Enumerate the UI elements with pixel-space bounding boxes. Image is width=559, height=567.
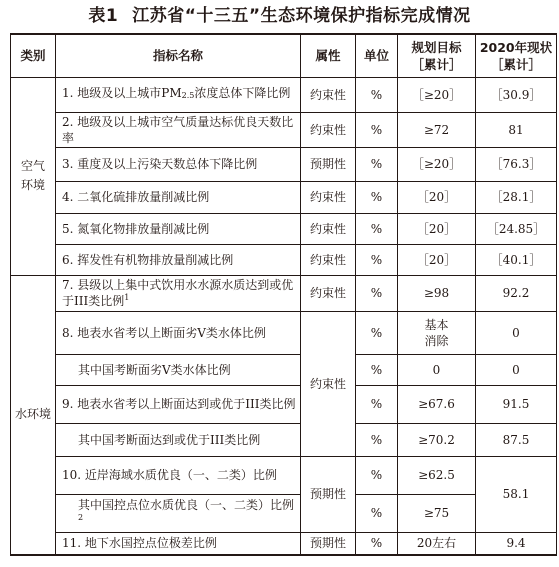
indicator-name: 8. 地表水省考以上断面劣V类水体比例 — [56, 311, 301, 354]
table-row — [11, 311, 557, 354]
status-cell: 0 — [476, 354, 557, 385]
indicator-name: 10. 近岸海域水质优良（一、二类）比例 — [56, 456, 301, 494]
header-status-line2: ［累计］ — [490, 56, 541, 72]
table-row — [11, 244, 557, 275]
indicator-name: 6. 挥发性有机物排放量削减比例 — [56, 244, 301, 275]
unit-cell: % — [356, 423, 398, 456]
indicator-name: 其中国考断面劣V类水体比例 — [56, 354, 301, 385]
header-status-line1: 2020年现状 — [479, 39, 553, 55]
table-row — [11, 423, 557, 456]
header-target-line1: 规划目标 — [411, 39, 462, 55]
table-row — [11, 147, 557, 181]
table-row — [11, 532, 557, 555]
indicator-name-part: 7. 县级以上集中式饮用水水源水质达到或优于III类比例 — [62, 278, 294, 308]
status-cell: 9.4 — [476, 532, 557, 555]
header-row — [11, 34, 557, 77]
footnote-marker: 1 — [124, 293, 130, 302]
attribute-cell-merged: 预期性 — [301, 456, 356, 532]
indicator-name-part: 1. 地级及以上城市PM — [62, 86, 182, 100]
table-row — [11, 385, 557, 423]
table-title — [0, 0, 559, 32]
attribute-cell: 预期性 — [301, 147, 356, 181]
indicator-name: 3. 重度及以上污染天数总体下降比例 — [56, 147, 301, 181]
indicator-name — [56, 494, 301, 532]
attribute-cell: 约束性 — [301, 213, 356, 244]
category-air-line2: 环境 — [20, 178, 45, 192]
table-row — [11, 494, 557, 532]
table-number: 表1 — [88, 6, 119, 26]
header-category: 类别 — [11, 34, 56, 77]
footnote-marker: 2 — [78, 513, 84, 522]
indicator-name-subscript: 2.5 — [181, 91, 195, 100]
target-cell: ≥75 — [398, 494, 476, 532]
header-attribute: 属性 — [301, 34, 356, 77]
unit-cell: % — [356, 77, 398, 112]
indicator-table — [10, 33, 557, 556]
unit-cell: % — [356, 181, 398, 213]
table-row — [11, 456, 557, 494]
status-cell: 81 — [476, 112, 557, 147]
target-cell: ≥70.2 — [398, 423, 476, 456]
indicator-name: 11. 地下水国控点位极差比例 — [56, 532, 301, 555]
target-cell: ［20］ — [398, 181, 476, 213]
indicator-name-part: 其中国控点位水质优良（一、二类）比例 — [78, 498, 295, 512]
target-cell: ≥62.5 — [398, 456, 476, 494]
unit-cell: % — [356, 275, 398, 311]
target-line2: 消除 — [424, 333, 449, 348]
category-air — [11, 77, 56, 275]
status-cell: ［40.1］ — [476, 244, 557, 275]
status-cell: 91.5 — [476, 385, 557, 423]
status-cell: 92.2 — [476, 275, 557, 311]
attribute-cell: 约束性 — [301, 112, 356, 147]
indicator-name: 9. 地表水省考以上断面达到或优于III类比例 — [56, 385, 301, 423]
unit-cell: % — [356, 456, 398, 494]
indicator-name: 其中国考断面达到或优于III类比例 — [56, 423, 301, 456]
attribute-cell: 预期性 — [301, 532, 356, 555]
table-row — [11, 77, 557, 112]
unit-cell: % — [356, 532, 398, 555]
target-line1: 基本 — [424, 317, 449, 332]
indicator-name — [56, 275, 301, 311]
target-cell: ［≥20］ — [398, 77, 476, 112]
header-indicator: 指标名称 — [56, 34, 301, 77]
category-water: 水环境 — [11, 275, 56, 555]
header-target-line2: ［累计］ — [411, 56, 462, 72]
status-cell-merged: 58.1 — [476, 456, 557, 532]
attribute-cell: 约束性 — [301, 181, 356, 213]
table-row — [11, 354, 557, 385]
target-cell: ≥72 — [398, 112, 476, 147]
header-target — [398, 34, 476, 77]
target-cell: 0 — [398, 354, 476, 385]
header-status — [476, 34, 557, 77]
indicator-name: 5. 氮氧化物排放量削减比例 — [56, 213, 301, 244]
table-row — [11, 181, 557, 213]
table-row — [11, 275, 557, 311]
table-row — [11, 112, 557, 147]
unit-cell: % — [356, 385, 398, 423]
attribute-cell: 约束性 — [301, 275, 356, 311]
status-cell: 0 — [476, 311, 557, 354]
unit-cell: % — [356, 147, 398, 181]
attribute-cell-merged: 约束性 — [301, 311, 356, 456]
status-cell: 87.5 — [476, 423, 557, 456]
unit-cell: % — [356, 213, 398, 244]
status-cell: ［30.9］ — [476, 77, 557, 112]
target-cell: 20左右 — [398, 532, 476, 555]
attribute-cell: 约束性 — [301, 77, 356, 112]
unit-cell: % — [356, 112, 398, 147]
target-cell: ［20］ — [398, 244, 476, 275]
unit-cell: % — [356, 354, 398, 385]
indicator-name: 4. 二氧化硫排放量削减比例 — [56, 181, 301, 213]
status-cell: ［28.1］ — [476, 181, 557, 213]
target-cell: ≥67.6 — [398, 385, 476, 423]
status-cell: ［76.3］ — [476, 147, 557, 181]
target-cell: ［20］ — [398, 213, 476, 244]
status-cell: ［24.85］ — [476, 213, 557, 244]
header-unit: 单位 — [356, 34, 398, 77]
indicator-name: 2. 地级及以上城市空气质量达标优良天数比率 — [56, 112, 301, 147]
indicator-name — [56, 77, 301, 112]
unit-cell: % — [356, 311, 398, 354]
target-cell: ［≥20］ — [398, 147, 476, 181]
unit-cell: % — [356, 244, 398, 275]
unit-cell: % — [356, 494, 398, 532]
target-cell: ≥98 — [398, 275, 476, 311]
indicator-name-part: 浓度总体下降比例 — [194, 86, 291, 100]
target-cell — [398, 311, 476, 354]
table-row — [11, 213, 557, 244]
attribute-cell: 约束性 — [301, 244, 356, 275]
table-caption: 江苏省“十三五”生态环境保护指标完成情况 — [132, 6, 471, 26]
category-air-line1: 空气 — [20, 159, 45, 173]
